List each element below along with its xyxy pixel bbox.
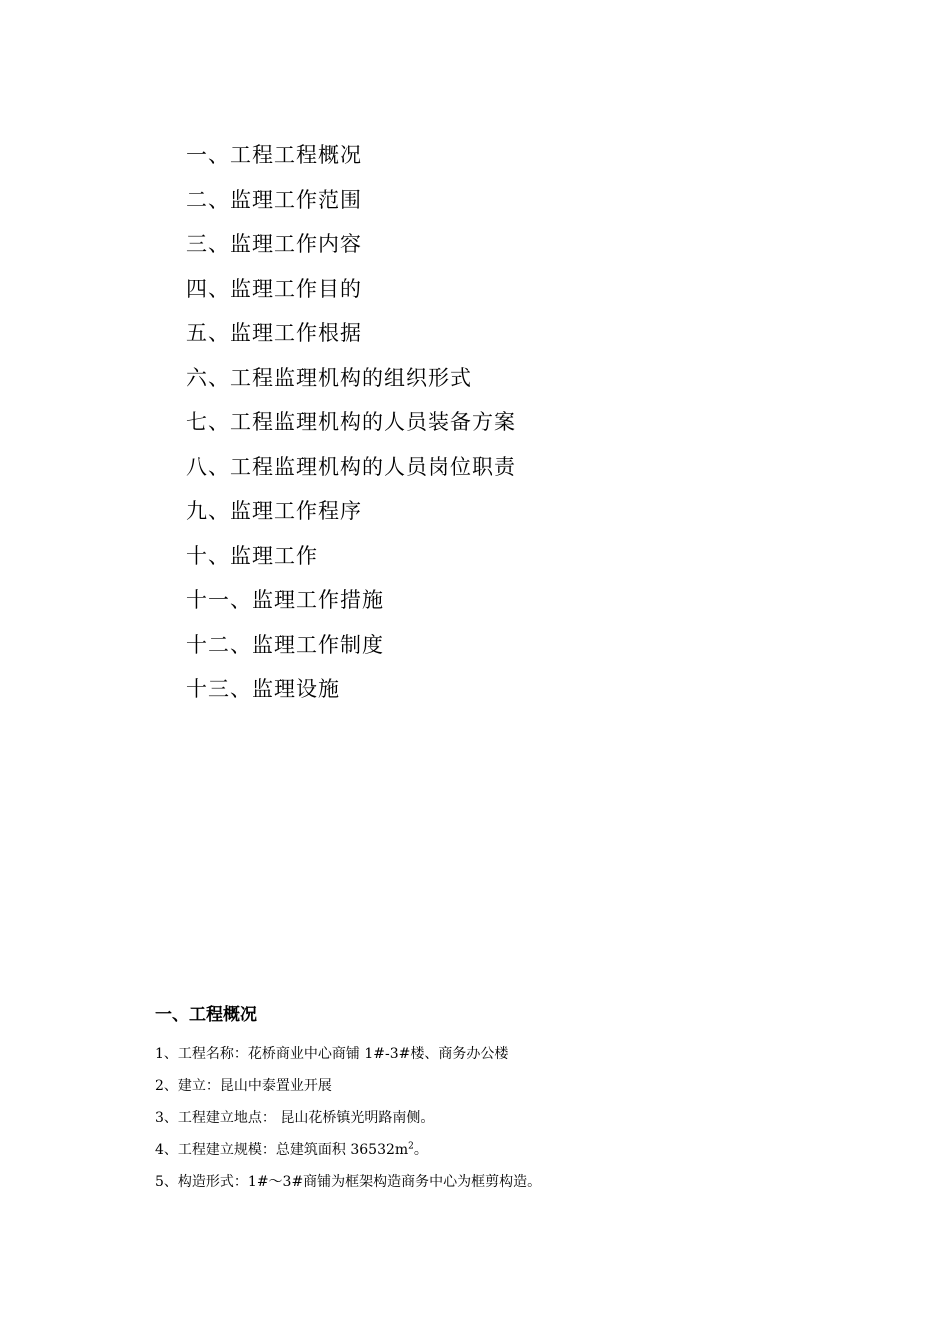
scale-text: 4、工程建立规模：总建筑面积 36532m xyxy=(155,1142,409,1158)
table-of-contents xyxy=(186,133,516,712)
toc-item-supervision-system: 十二、监理工作制度 xyxy=(186,632,384,657)
scale-line xyxy=(155,1134,855,1166)
location-line: 3、工程建立地点： 昆山花桥镇光明路南侧。 xyxy=(155,1110,435,1126)
builder-line: 2、建立：昆山中泰置业开展 xyxy=(155,1078,332,1094)
project-overview-section xyxy=(155,1000,855,1198)
toc-item-supervision-measures: 十一、监理工作措施 xyxy=(186,588,384,612)
toc-item-supervision-work: 十、监理工作 xyxy=(186,543,318,568)
toc-item-supervision-scope: 二、监理工作范围 xyxy=(186,187,362,212)
scale-suffix: 。 xyxy=(413,1142,428,1158)
toc-item-supervision-objectives: 四、监理工作目的 xyxy=(186,276,362,301)
scale-superscript: 2 xyxy=(408,1141,414,1152)
project-details-list xyxy=(155,1038,855,1198)
toc-item-supervision-content: 三、监理工作内容 xyxy=(186,232,362,256)
toc-item-staffing-plan: 七、工程监理机构的人员装备方案 xyxy=(186,410,516,434)
toc-item-supervision-facilities: 十三、监理设施 xyxy=(186,677,340,701)
section-heading: 一、工程概况 xyxy=(155,1005,257,1025)
toc-item-organization-form: 六、工程监理机构的组织形式 xyxy=(186,365,472,390)
toc-item-supervision-procedure: 九、监理工作程序 xyxy=(186,499,362,523)
toc-item-supervision-basis: 五、监理工作根据 xyxy=(186,321,362,345)
project-name-line: 1、工程名称：花桥商业中心商铺 1#-3#楼、商务办公楼 xyxy=(155,1046,509,1062)
toc-item-project-overview: 一、工程工程概况 xyxy=(186,143,362,167)
toc-item-staff-responsibilities: 八、工程监理机构的人员岗位职责 xyxy=(186,454,516,479)
structure-line: 5、构造形式：1#～3#商铺为框架构造商务中心为框剪构造。 xyxy=(155,1174,542,1190)
